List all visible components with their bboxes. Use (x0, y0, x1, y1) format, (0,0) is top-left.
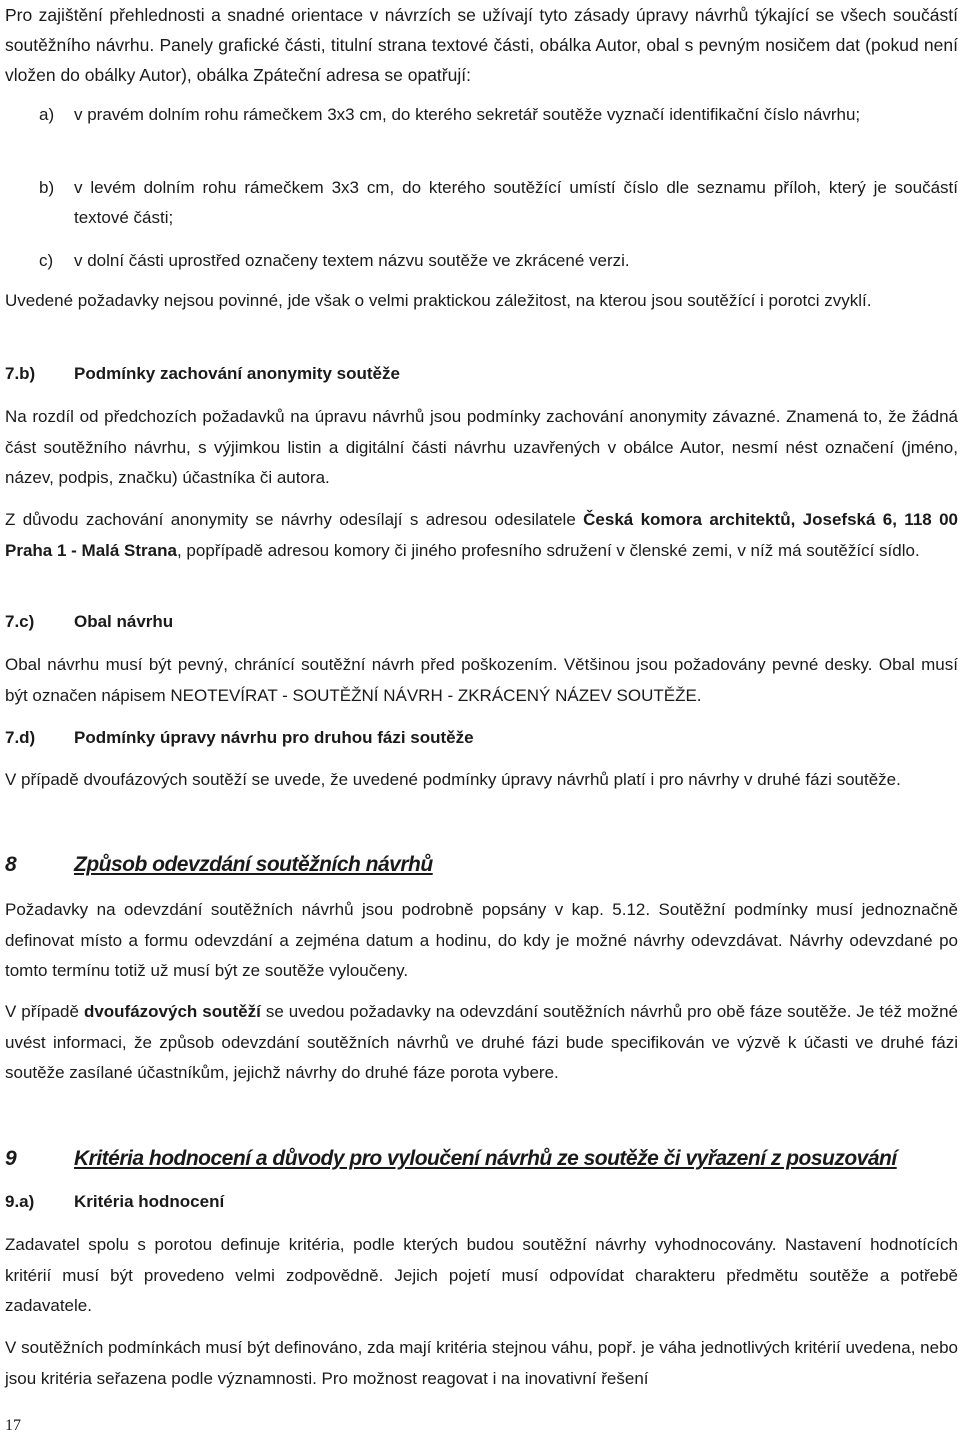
criteria-weight-paragraph: V soutěžních podmínkách musí být definováno, zda mají kritéria stejnou váhu, popř. je váha jednotlivých kritérií uvedena, nebo jsou kritéria seřazena podle významnosti. Pro možnost reagovat i na inovativní řešení (5, 1338, 958, 1388)
intro-paragraph: Pro zajištění přehlednosti a snadné orientace v návrzích se užívají tyto zásady úpravy návrhů týkající se všech součástí soutěžního návrhu. Panely grafické části, titulní strana textové části, obálka Autor, obal s pevným nosičem dat (pokud není vložen do obálky Autor), obálka Zpáteční adresa se opatřují: (5, 5, 958, 85)
list-item-label: c) (39, 251, 54, 270)
section-number: 7.d) (5, 728, 36, 747)
list-item-label: b) (39, 178, 55, 197)
list-item (5, 173, 958, 233)
section-title: Podmínky úpravy návrhu pro druhou fázi soutěže (74, 728, 474, 747)
section-heading-8 (5, 850, 958, 880)
second-phase-paragraph: V případě dvoufázových soutěží se uvede, že uvedené podmínky úpravy návrhů platí i pro návrhy v druhé fázi soutěže. (5, 770, 901, 789)
section-heading-7b (5, 359, 958, 389)
section-title: Kritéria hodnocení a důvody pro vyloučení návrhů ze soutěže či vyřazení z posuzování (74, 1147, 897, 1170)
section-heading-9 (5, 1144, 958, 1174)
section-number: 9 (5, 1147, 17, 1170)
section-number: 7.c) (5, 612, 35, 631)
section-heading-7d (5, 723, 958, 753)
page-number: 17 (5, 1417, 21, 1434)
section-number: 9.a) (5, 1192, 35, 1211)
two-phase-term: dvoufázových soutěží (83, 1002, 261, 1021)
section-heading-7c (5, 607, 958, 637)
requirements-paragraph: Uvedené požadavky nejsou povinné, jde však o velmi praktickou záležitost, na kterou jsou soutěžící i porotci zvyklí. (5, 291, 872, 310)
list-item-text: v levém dolním rohu rámečkem 3x3 cm, do kterého soutěžící umístí číslo dle seznamu příloh, který je součástí textové části; (74, 178, 958, 227)
section-number: 8 (5, 853, 17, 876)
anonymity-paragraph: Na rozdíl od předchozích požadavků na úpravu návrhů jsou podmínky zachování anonymity závazné. Znamená to, že žádná část soutěžního návrhu, s výjimkou listin a digitální části návrhu uzavřených v obálce Autor, nesmí nést označení (jméno, název, podpis, značku) účastníka či autora. (5, 407, 958, 487)
section-number: 7.b) (5, 364, 36, 383)
section-heading-9a (5, 1187, 958, 1217)
section-title: Podmínky zachování anonymity soutěže (74, 364, 400, 383)
paragraph-text: Z důvodu zachování anonymity se návrhy odesílají s adresou odesilatele (5, 510, 584, 529)
paragraph-text: V případě (5, 1002, 84, 1021)
section-title: Kritéria hodnocení (74, 1192, 225, 1211)
sender-address: Česká komora architektů, Josefská 6, 118 00 Praha 1 - Malá Strana (5, 510, 958, 560)
list-item (5, 246, 958, 276)
criteria-paragraph: Zadavatel spolu s porotou definuje kritéria, podle kterých budou soutěžní návrhy vyhodnocovány. Nastavení hodnotících kritérií musí být provedeno velmi zodpovědně. Jejich pojetí musí odpovídat charakteru předmětu soutěže a potřebě zadavatele. (5, 1235, 958, 1315)
sender-address-paragraph (5, 505, 958, 566)
two-phase-submission-paragraph (5, 997, 958, 1089)
list-item (5, 100, 958, 130)
section-title: Obal návrhu (74, 612, 174, 631)
paragraph-text: se uvedou požadavky na odevzdání soutěžních návrhů pro obě fáze soutěže. Je též možné uvést informaci, že způsob odevzdání soutěžních návrhů ve druhé fázi bude specifikován ve výzvě k účasti ve druhé fázi soutěže zasílané účastníkům, jejichž návrhy do druhé fáze porota vybere. (5, 1002, 959, 1082)
list-item-text: v pravém dolním rohu rámečkem 3x3 cm, do kterého sekretář soutěže vyznačí identifikační číslo návrhu; (74, 105, 861, 124)
list-item-label: a) (39, 105, 55, 124)
cover-paragraph: Obal návrhu musí být pevný, chránící soutěžní návrh před poškozením. Většinou jsou požadovány pevné desky. Obal musí být označen nápisem NEOTEVÍRAT - SOUTĚŽNÍ NÁVRH - ZKRÁCENÝ NÁZEV SOUTĚŽE. (5, 655, 958, 705)
submission-paragraph: Požadavky na odevzdání soutěžních návrhů jsou podrobně popsány v kap. 5.12. Soutěžní podmínky musí jednoznačně definovat místo a formu odevzdání a zejména datum a hodinu, do kdy je možné návrhy odevzdávat. Návrhy odevzdané po tomto termínu totiž už musí být ze soutěže vyloučeny. (5, 900, 958, 980)
list-item-text: v dolní části uprostřed označeny textem názvu soutěže ve zkrácené verzi. (74, 251, 630, 270)
paragraph-text: , popřípadě adresou komory či jiného profesního sdružení v členské zemi, v níž má soutěžící sídlo. (176, 540, 920, 560)
section-title: Způsob odevzdání soutěžních návrhů (74, 853, 433, 876)
